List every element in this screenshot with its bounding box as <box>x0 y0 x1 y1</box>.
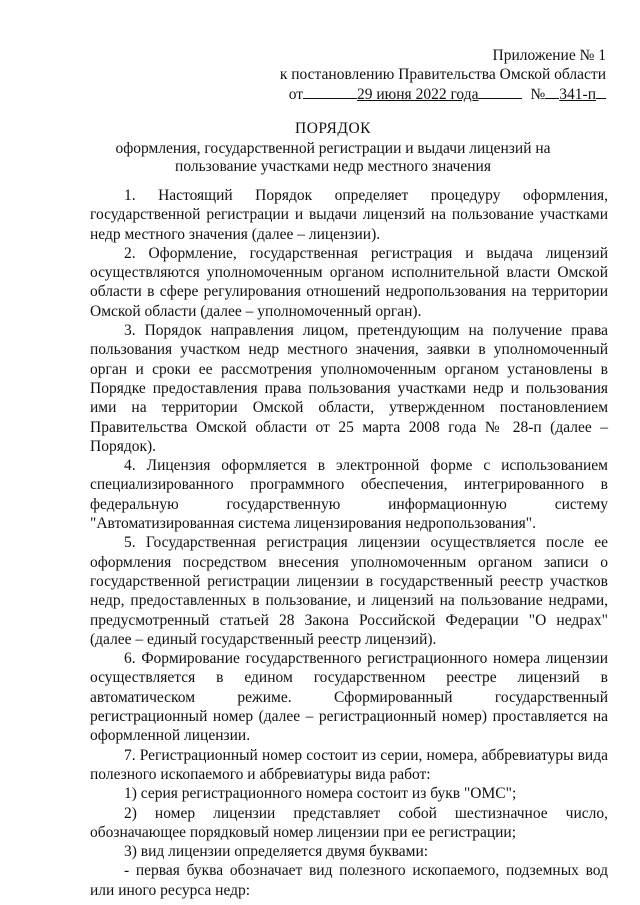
document-body <box>90 186 608 900</box>
underline-blank <box>545 84 559 99</box>
paragraph-6: 6. Формирование государственного регистрационного номера лицензии осуществляется в едином государственном реестре лицензий в автоматическом режиме. Сформированный государственный регистрационный номер (далее – регистрационный номер) проставляется на оформленной лицензии. <box>90 650 608 745</box>
paragraph-2: 2. Оформление, государственная регистрация и выдача лицензий осуществляются уполномоченным органом исполнительной власти Омской области в сфере регулирования отношений недропользования на территории Омской области (далее – уполномоченный орган). <box>90 244 608 320</box>
paragraph-5: 5. Государственная регистрация лицензии осуществляется после ее оформления посредством внесения уполномоченным органом записи о государственной регистрации лицензии в государственный реестр участков недр, предоставленных в пользование, и лицензий на пользование недрами, предусмотренный статьей 28 Закона Российской Федерации "О недрах" (далее – единый государственный реестр лицензий). <box>90 534 608 648</box>
title-subtitle-line-1: оформления, государственной регистрации и выдачи лицензий на <box>115 140 551 157</box>
list-item-2: 2) номер лицензии представляет собой шестизначное число, обозначающее порядковый номер лицензии при ее регистрации; <box>90 804 608 841</box>
paragraph-7: 7. Регистрационный номер состоит из серии, номера, аббревиатуры вида полезного ископаемого и аббревиатуры вида работ: <box>90 746 608 783</box>
underline-blank <box>478 84 522 99</box>
paragraph-1: 1. Настоящий Порядок определяет процедуру оформления, государственной регистрации и выдачи лицензий на пользование участками недр местного значения (далее – лицензии). <box>90 187 608 243</box>
from-label: от <box>288 86 304 103</box>
appendix-title: Приложение № 1 <box>492 47 606 64</box>
paragraph-4: 4. Лицензия оформляется в электронной форме с использованием специализированного программного обеспечения, интегрированного в федеральную государственную информационную систему "Автоматизированная система лицензирования недропользования". <box>90 457 608 533</box>
paragraph-3: 3. Порядок направления лицом, претендующим на получение права пользования участком недр местного значения, заявки в уполномоченный орган и сроки ее рассмотрения уполномоченным органом установлены в Порядке предоставления права пользования участками недр и пользования ими на территории Омской области, утвержденном постановлением Правительства Омской области от 25 марта 2008 года № 28-п (далее – Порядок). <box>90 322 608 455</box>
resolution-number: 341-п <box>559 86 596 103</box>
underline-blank <box>303 84 357 99</box>
title-main: ПОРЯДОК <box>295 120 371 137</box>
title-subtitle-line-2: пользование участками недр местного значения <box>175 158 491 175</box>
list-item-3: 3) вид лицензии определяется двумя буквами: <box>124 843 429 861</box>
document-title <box>60 120 606 176</box>
list-subitem-1: - первая буква обозначает вид полезного ископаемого, подземных вод или иного ресурса недр: <box>90 862 608 899</box>
number-label: № <box>530 86 546 103</box>
resolution-date-line <box>256 84 606 104</box>
resolution-date: 29 июня 2022 года <box>357 86 479 103</box>
list-item-1: 1) серия регистрационного номера состоит из букв "ОМС"; <box>124 785 517 803</box>
resolution-reference: к постановлению Правительства Омской области <box>279 66 606 83</box>
appendix-header <box>256 46 606 104</box>
underline-blank <box>596 84 606 99</box>
